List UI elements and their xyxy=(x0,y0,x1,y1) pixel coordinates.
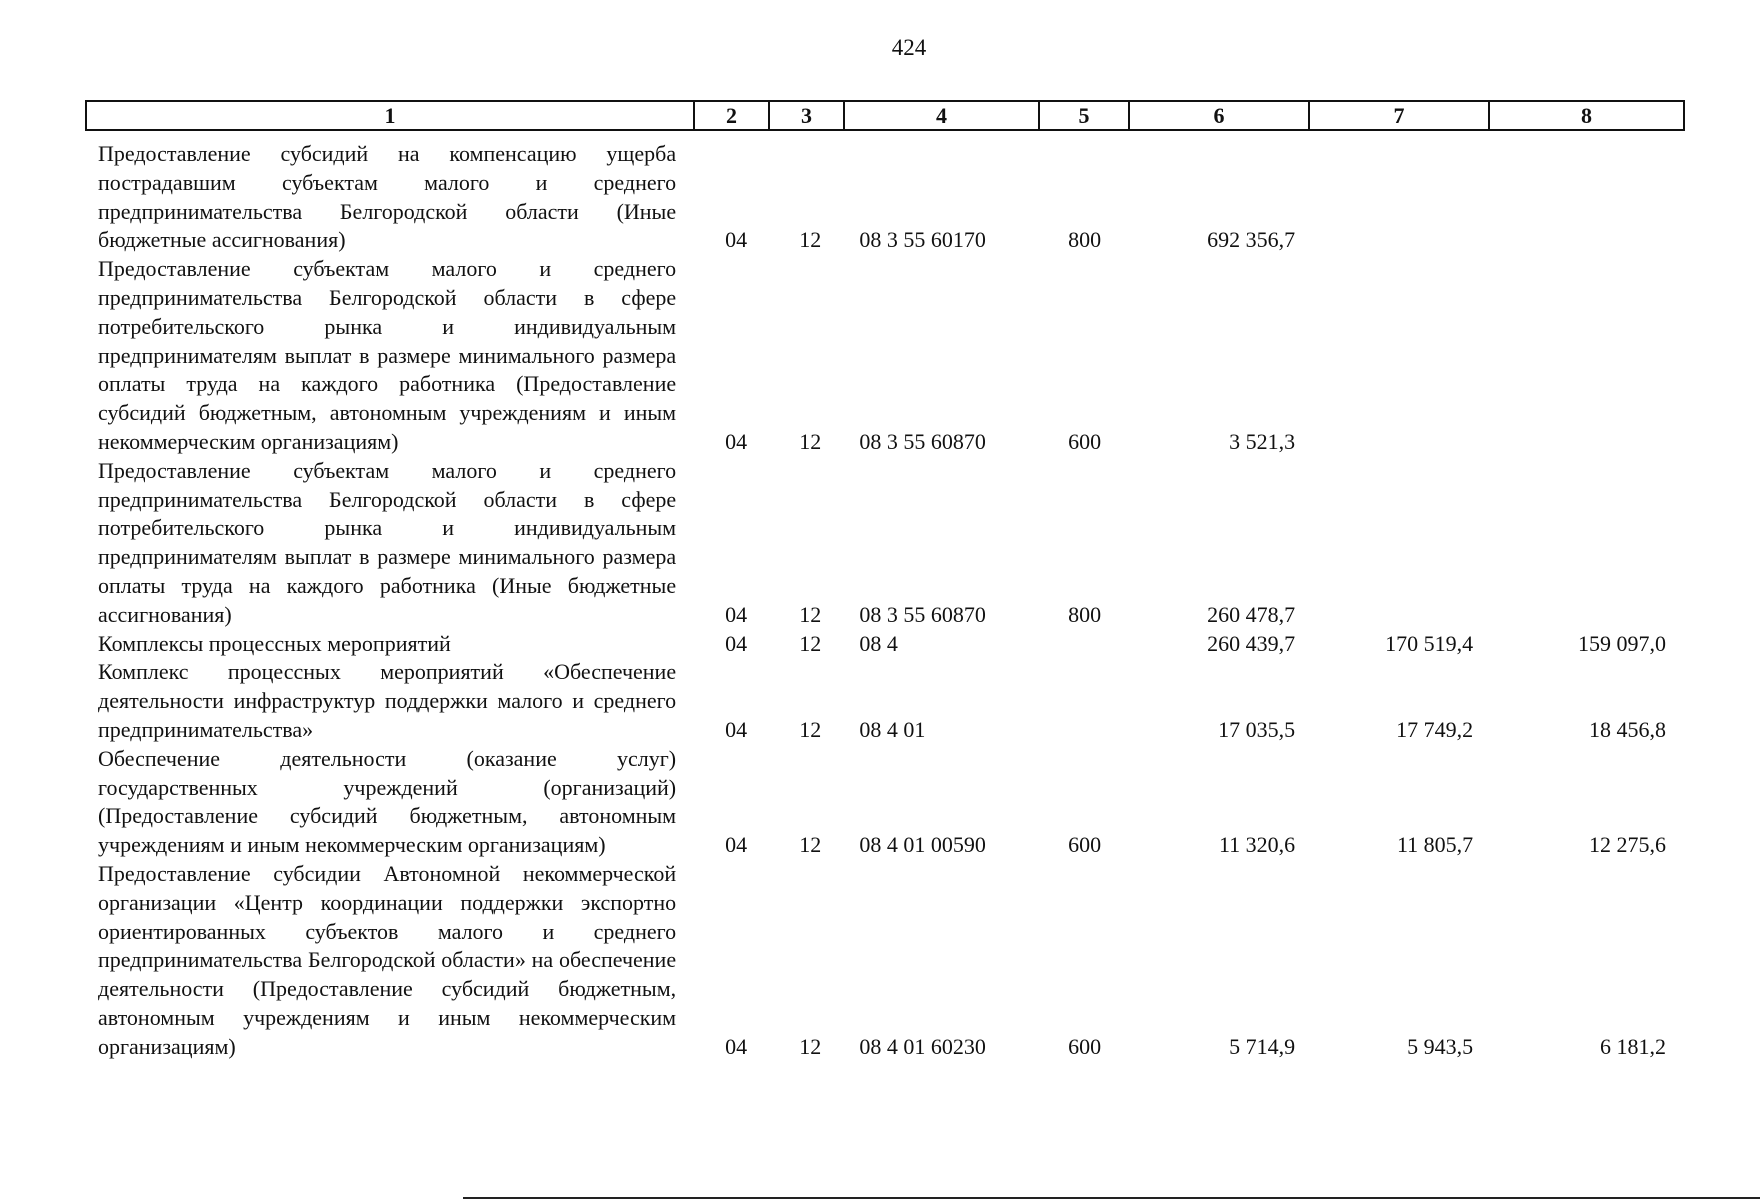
amount-col-6: 260 478,7 xyxy=(1207,601,1296,627)
subsection-code: 12 xyxy=(799,428,822,454)
column-header-3: 3 xyxy=(769,101,844,130)
section-code: 04 xyxy=(725,630,748,656)
column-header-table xyxy=(85,100,1685,131)
subsection-code: 12 xyxy=(799,227,822,253)
expense-type-code: 800 xyxy=(1068,601,1102,627)
section-code: 04 xyxy=(725,1033,748,1059)
section-code: 04 xyxy=(725,601,748,627)
subsection-code: 12 xyxy=(799,716,822,742)
amount-col-8: 18 456,8 xyxy=(1588,716,1666,742)
column-header-4: 4 xyxy=(844,101,1039,130)
row-description: Комплексы процессных мероприятий xyxy=(98,630,451,656)
target-article-code: 08 3 55 60170 xyxy=(859,227,986,253)
target-article-code: 08 3 55 60870 xyxy=(859,428,986,454)
row-description: Обеспечение деятельности (оказание услуг) государственных учреждений (организаций) (Предоставление субсидий бюджетным, автономным учреждениям и иным некоммерческим организациям) xyxy=(98,745,677,858)
amount-col-7: 11 805,7 xyxy=(1396,832,1474,858)
amount-col-6: 3 521,3 xyxy=(1229,428,1296,454)
table-row xyxy=(98,658,1678,744)
subsection-code: 12 xyxy=(799,630,822,656)
amount-col-6: 692 356,7 xyxy=(1207,227,1296,253)
amount-col-8: 6 181,2 xyxy=(1599,1033,1666,1059)
amount-col-7: 17 749,2 xyxy=(1396,716,1474,742)
section-code: 04 xyxy=(725,428,748,454)
amount-col-6: 11 320,6 xyxy=(1218,832,1296,858)
footer-rule xyxy=(463,1197,1760,1199)
target-article-code: 08 4 xyxy=(859,630,898,656)
column-header-8: 8 xyxy=(1489,101,1684,130)
amount-col-6: 260 439,7 xyxy=(1207,630,1296,656)
expense-type-code: 800 xyxy=(1068,227,1102,253)
row-description: Предоставление субъектам малого и среднего предпринимательства Белгородской области в сфере потребительского рынка и индивидуальным предпринимателям выплат в размере минимального размера оплаты труда на каждого работника (Иные бюджетные ассигнования) xyxy=(98,457,677,627)
amount-col-6: 17 035,5 xyxy=(1218,716,1296,742)
target-article-code: 08 3 55 60870 xyxy=(859,601,986,627)
subsection-code: 12 xyxy=(799,832,822,858)
subsection-code: 12 xyxy=(799,1033,822,1059)
expense-type-code: 600 xyxy=(1068,1033,1102,1059)
column-header-2: 2 xyxy=(694,101,769,130)
section-code: 04 xyxy=(725,227,748,253)
section-code: 04 xyxy=(725,832,748,858)
expense-type-code: 600 xyxy=(1068,428,1102,454)
amount-col-6: 5 714,9 xyxy=(1229,1033,1296,1059)
column-header-row xyxy=(86,101,1684,130)
column-header-5: 5 xyxy=(1039,101,1129,130)
table-row xyxy=(98,630,1678,659)
table-row xyxy=(98,745,1678,860)
amount-col-7: 170 519,4 xyxy=(1385,630,1474,656)
target-article-code: 08 4 01 00590 xyxy=(859,832,986,858)
row-description: Предоставление субсидии Автономной некоммерческой организации «Центр координации поддержки экспортно ориентированных субъектов малого и среднего предпринимательства Белгородской области» на обеспечение деятельности (Предоставление субсидий бюджетным, автономным учреждениям и иным некоммерческим организациям) xyxy=(98,860,677,1059)
table-row xyxy=(98,255,1678,457)
expense-type-code: 600 xyxy=(1068,832,1102,858)
section-code: 04 xyxy=(725,716,748,742)
table-row xyxy=(98,457,1678,630)
table-row xyxy=(98,140,1678,255)
table-row xyxy=(98,860,1678,1062)
column-header-1: 1 xyxy=(86,101,694,130)
page-number: 424 xyxy=(891,35,927,60)
row-description: Предоставление субъектам малого и среднего предпринимательства Белгородской области в сфере потребительского рынка и индивидуальным предпринимателям выплат в размере минимального размера оплаты труда на каждого работника (Предоставление субсидий бюджетным, автономным учреждениям и иным некоммерческим организациям) xyxy=(98,256,677,454)
budget-table-body xyxy=(98,140,1678,1062)
amount-col-7: 5 943,5 xyxy=(1407,1033,1474,1059)
target-article-code: 08 4 01 60230 xyxy=(859,1033,986,1059)
column-header-7: 7 xyxy=(1309,101,1489,130)
subsection-code: 12 xyxy=(799,601,822,627)
amount-col-8: 12 275,6 xyxy=(1588,832,1666,858)
row-description: Комплекс процессных мероприятий «Обеспечение деятельности инфраструктур поддержки малого и среднего предпринимательства» xyxy=(98,659,677,742)
row-description: Предоставление субсидий на компенсацию ущерба пострадавшим субъектам малого и среднего предпринимательства Белгородской области (Иные бюджетные ассигнования) xyxy=(98,141,677,253)
amount-col-8: 159 097,0 xyxy=(1577,630,1666,656)
column-header-6: 6 xyxy=(1129,101,1309,130)
target-article-code: 08 4 01 xyxy=(859,716,926,742)
